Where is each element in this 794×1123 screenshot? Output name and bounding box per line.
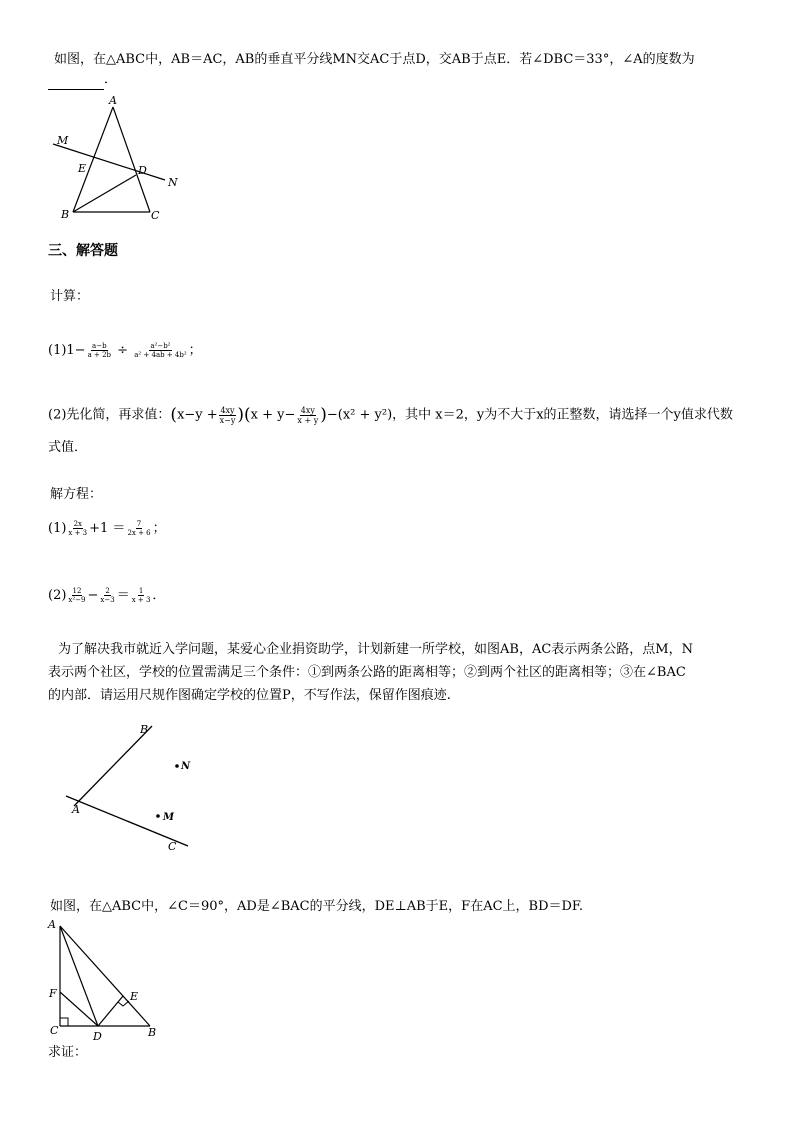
minus-sign: − (87, 588, 99, 603)
fraction (67, 587, 86, 604)
denominator: a + 2b (87, 351, 112, 359)
fraction (67, 520, 88, 537)
label-d: D (138, 164, 147, 177)
numerator: 4xy (300, 405, 315, 415)
calc-p2-prefix: (2)先化简，再求值： (48, 407, 171, 423)
q1-triangle-figure (45, 92, 195, 227)
fraction (131, 587, 152, 604)
equals-sign: ＝ (116, 588, 130, 603)
denominator: x−3 (100, 596, 115, 604)
point-n (175, 764, 179, 768)
label-n: N (181, 761, 191, 772)
school-line-1: 为了解决我市就近入学问题，某爱心企业捐资助学，计划新建一所学校，如图AB，AC表示两条公路，点M，N (58, 642, 693, 657)
denominator: x²−9 (68, 596, 86, 604)
eq-p2-prefix: (2) (48, 588, 67, 603)
answer-blank (48, 77, 104, 90)
side-ab (60, 926, 150, 1026)
fraction (87, 342, 112, 359)
eq-p1-end: ； (152, 521, 166, 536)
label-e: E (78, 162, 87, 175)
label-a: A (48, 918, 56, 931)
eq-p1-mid: +1 ＝ (89, 521, 126, 536)
label-c: C (151, 209, 160, 222)
numerator: 7 (136, 520, 142, 528)
label-m: M (163, 812, 175, 823)
calc-p2-part2: x + y− (250, 407, 296, 423)
side-ac (113, 107, 150, 212)
segment-de (98, 996, 123, 1026)
q1-statement: 如图，在△ABC中，AB＝AC，AB的垂直平分线MN交AC于点D，交AB于点E．若∠DBC＝33°，∠A的度数为 (54, 52, 695, 67)
segment-df (60, 992, 98, 1026)
divide-sign: ÷ (117, 343, 129, 358)
calc-p1-end: ； (188, 343, 202, 358)
q1-text (54, 50, 695, 70)
denominator: x−y (219, 415, 236, 425)
fraction (99, 587, 115, 604)
numerator: a−b (92, 342, 107, 350)
label-m: M (57, 134, 69, 147)
equation-problem-2 (48, 586, 165, 606)
denominator: x + 3 (131, 596, 151, 604)
label-n: N (168, 176, 178, 189)
road-ab (74, 726, 152, 806)
q4-proof-label: 求证： (48, 1045, 88, 1060)
numerator: 1 (138, 587, 144, 595)
fraction (133, 342, 187, 359)
denominator: x + y (297, 415, 319, 425)
label-b: B (148, 1026, 157, 1039)
school-line-3: 的内部．请运用尺规作图确定学校的位置P，不写作法，保留作图痕迹. (48, 688, 451, 703)
denominator: 2x + 6 (127, 529, 151, 537)
right-angle-e (118, 1001, 129, 1006)
calc-p2-line2: 式值． (48, 440, 88, 455)
q1-answer-line (48, 70, 117, 90)
label-d: D (93, 1030, 102, 1043)
school-roads-figure (60, 718, 220, 858)
calc-p2-part3: −(x² + y²)，其中 x＝2，y为不大于x的正整数，请选择一个y值求代数 (326, 407, 733, 423)
calc-problem-1 (48, 341, 202, 361)
calc-title: 计算： (50, 289, 90, 304)
numerator: 12 (72, 587, 82, 595)
label-b: B (61, 208, 70, 221)
denominator: a² + 4ab + 4b² (134, 351, 187, 359)
numerator: a²−b² (150, 342, 171, 350)
fraction (296, 406, 319, 425)
label-f: F (49, 987, 57, 1000)
calc-p1-prefix: (1)1− (48, 343, 86, 358)
q4-text: 如图，在△ABC中，∠C＝90°，AD是∠BAC的平分线，DE⊥AB于E，F在AC上，BD＝DF. (50, 899, 584, 914)
q1-end: ． (104, 72, 118, 87)
side-ab (73, 107, 113, 212)
bisector-ad (60, 926, 98, 1026)
right-angle-c (60, 1018, 68, 1026)
calc-p2-part1: x−y + (177, 407, 218, 423)
numerator: 2x (73, 520, 82, 528)
fraction (126, 520, 151, 537)
segment-bd (73, 175, 136, 212)
section-heading: 三、解答题 (48, 243, 118, 259)
equation-problem-1 (48, 519, 166, 539)
label-a: A (72, 803, 80, 816)
label-b: B (140, 723, 149, 736)
label-e: E (130, 990, 139, 1003)
equation-title: 解方程： (50, 487, 103, 502)
eq-p2-end: ． (152, 588, 166, 603)
eq-p1-prefix: (1) (48, 521, 67, 536)
numerator: 4xy (220, 405, 235, 415)
denominator: x + 3 (68, 529, 88, 537)
calc-problem-2: (2)先化简，再求值：(x−y + $\frac{4xy}{x-y}$ )(x + y− $\frac{4xy}{x + y}$ )−(x² + y²)，其中 x＝2，y为不大于x的正整数，请选择一个y值求代数 (48, 405, 733, 425)
label-c: C (168, 840, 177, 853)
school-line-2: 表示两个社区，学校的位置需满足三个条件：①到两条公路的距离相等；②到两个社区的距离相等；③在∠BAC (48, 665, 686, 680)
q4-triangle-figure (44, 916, 169, 1044)
numerator: 2 (105, 587, 110, 595)
label-a: A (109, 94, 117, 107)
label-c: C (50, 1024, 59, 1037)
point-m (156, 814, 160, 818)
line-mn (53, 144, 165, 180)
fraction (219, 406, 237, 425)
